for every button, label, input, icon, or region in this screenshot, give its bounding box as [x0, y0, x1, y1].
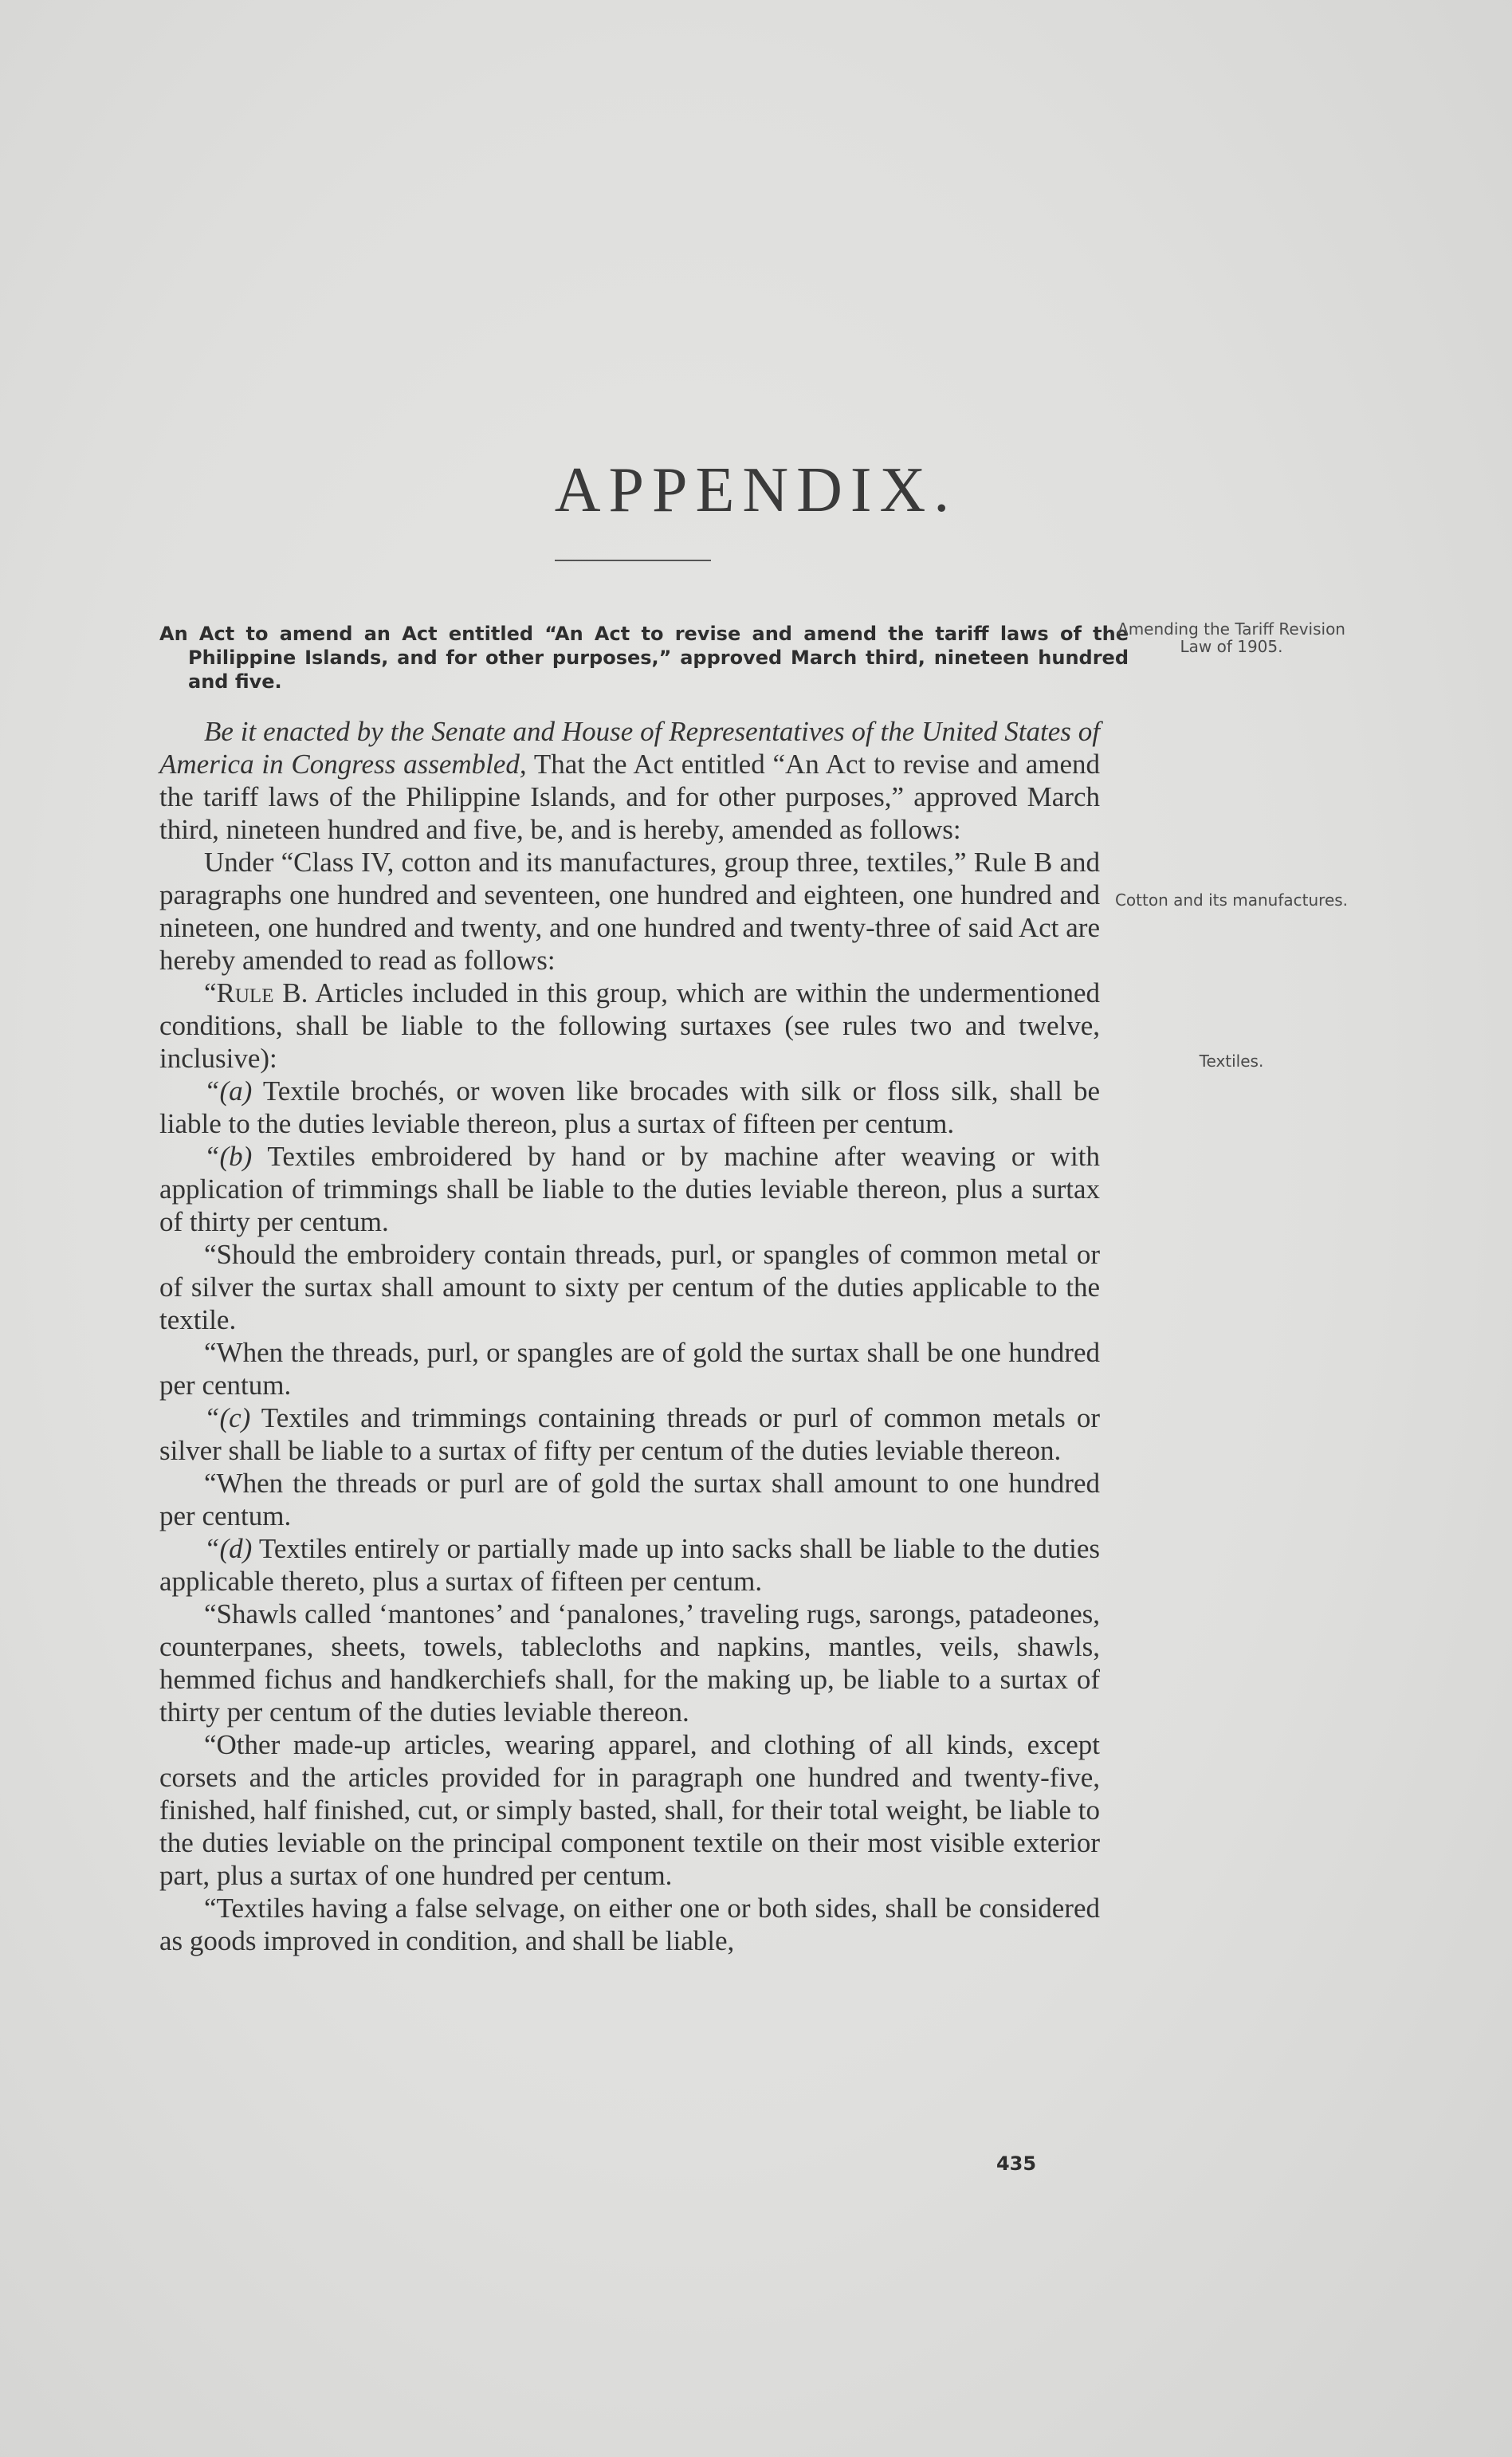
paragraph: “Shawls called ‘mantones’ and ‘panalones,’ traveling rugs, sarongs, patadeones, counterpanes, sheets, towels, tablecloths and napkins, mantles, veils, shawls, hemmed fichus and handkerchiefs shall, for the making up, be liable to a surtax of thirty per centum of the duties leviable thereon. [159, 1598, 1100, 1728]
appendix-heading: APPENDIX. [554, 455, 958, 525]
margin-note-cotton: Cotton and its manufactures. [1114, 890, 1349, 910]
body-text [159, 714, 1100, 1957]
clause-b-lead: “(b) [204, 1141, 253, 1172]
paragraph-text: Textile brochés, or woven like brocades with silk or floss silk, shall be liable to the duties leviable thereon, plus a surtax of fifteen per centum. [159, 1075, 1100, 1139]
paragraph: “When the threads, purl, or spangles are of gold the surtax shall be one hundred per centum. [159, 1337, 1100, 1401]
paragraph: “Other made-up articles, wearing apparel, and clothing of all kinds, except corsets and the articles provided for in paragraph one hundred and twenty-five, finished, half finished, cut, or simply basted, shall, for their total weight, be liable to the duties leviable on the principal component textile on their most visible exterior part, plus a surtax of one hundred per centum. [159, 1729, 1100, 1891]
paragraph: “Textiles having a false selvage, on either one or both sides, shall be considered as goods improved in condition, and shall be liable, [159, 1893, 1100, 1956]
rule-b-lead: “Rule B. [204, 977, 308, 1008]
heading-rule [555, 560, 711, 561]
paragraph: “Should the embroidery contain threads, purl, or spangles of common metal or of silver the surtax shall amount to sixty per centum of the duties applicable to the textile. [159, 1239, 1100, 1335]
paragraph-text: Textiles and trimmings containing threads or purl of common metals or silver shall be liable to a surtax of fifty per centum of the duties leviable thereon. [159, 1402, 1100, 1466]
clause-d-lead: “(d) [204, 1533, 253, 1564]
margin-note-amending: Amending the Tariff Revision Law of 1905. [1117, 619, 1345, 656]
paragraph-text: Textiles entirely or partially made up into sacks shall be liable to the duties applicable thereto, plus a surtax of fifteen per centum. [159, 1533, 1100, 1597]
paragraph-enacting [159, 714, 1100, 846]
paragraph-b [159, 1140, 1100, 1238]
enacting-clause: Be it enacted by the Senate and House of Representatives of the United States of America in Congress assembled, [159, 716, 1100, 780]
paragraph-text: Textiles embroidered by hand or by machine after weaving or with application of trimmings shall be liable to the duties leviable thereon, plus a surtax of thirty per centum. [159, 1141, 1100, 1237]
paragraph: “When the threads or purl are of gold the surtax shall amount to one hundred per centum. [159, 1468, 1100, 1531]
clause-c-lead: “(c) [204, 1402, 251, 1433]
paragraph-c [159, 1401, 1100, 1467]
act-title: An Act to amend an Act entitled “An Act to revise and amend the tariff laws of the Philippine Islands, and for other purposes,” approved March third, nineteen hundred and five. [159, 623, 1129, 693]
paragraph-rule-b [159, 977, 1100, 1075]
paragraph-text: Articles included in this group, which are within the undermentioned conditions, shall be liable to the following surtaxes (see rules two and twelve, inclusive): [159, 977, 1100, 1074]
paragraph: Under “Class IV, cotton and its manufactures, group three, textiles,” Rule B and paragraphs one hundred and seventeen, one hundred and eighteen, one hundred and nineteen, one hundred and twenty, and one hundred and twenty-three of said Act are hereby amended to read as follows: [159, 847, 1100, 976]
paragraph-text: That the Act entitled “An Act to revise and amend the tariff laws of the Philippine Islands, and for other purposes,” approved March third, nineteen hundred and five, be, and is hereby, amended as follows: [159, 749, 1101, 845]
page-number: 435 [996, 2152, 1037, 2175]
clause-a-lead: “(a) [204, 1075, 253, 1107]
paragraph-a [159, 1075, 1100, 1140]
paragraph-d [159, 1532, 1100, 1598]
margin-note-textiles: Textiles. [1199, 1052, 1264, 1071]
